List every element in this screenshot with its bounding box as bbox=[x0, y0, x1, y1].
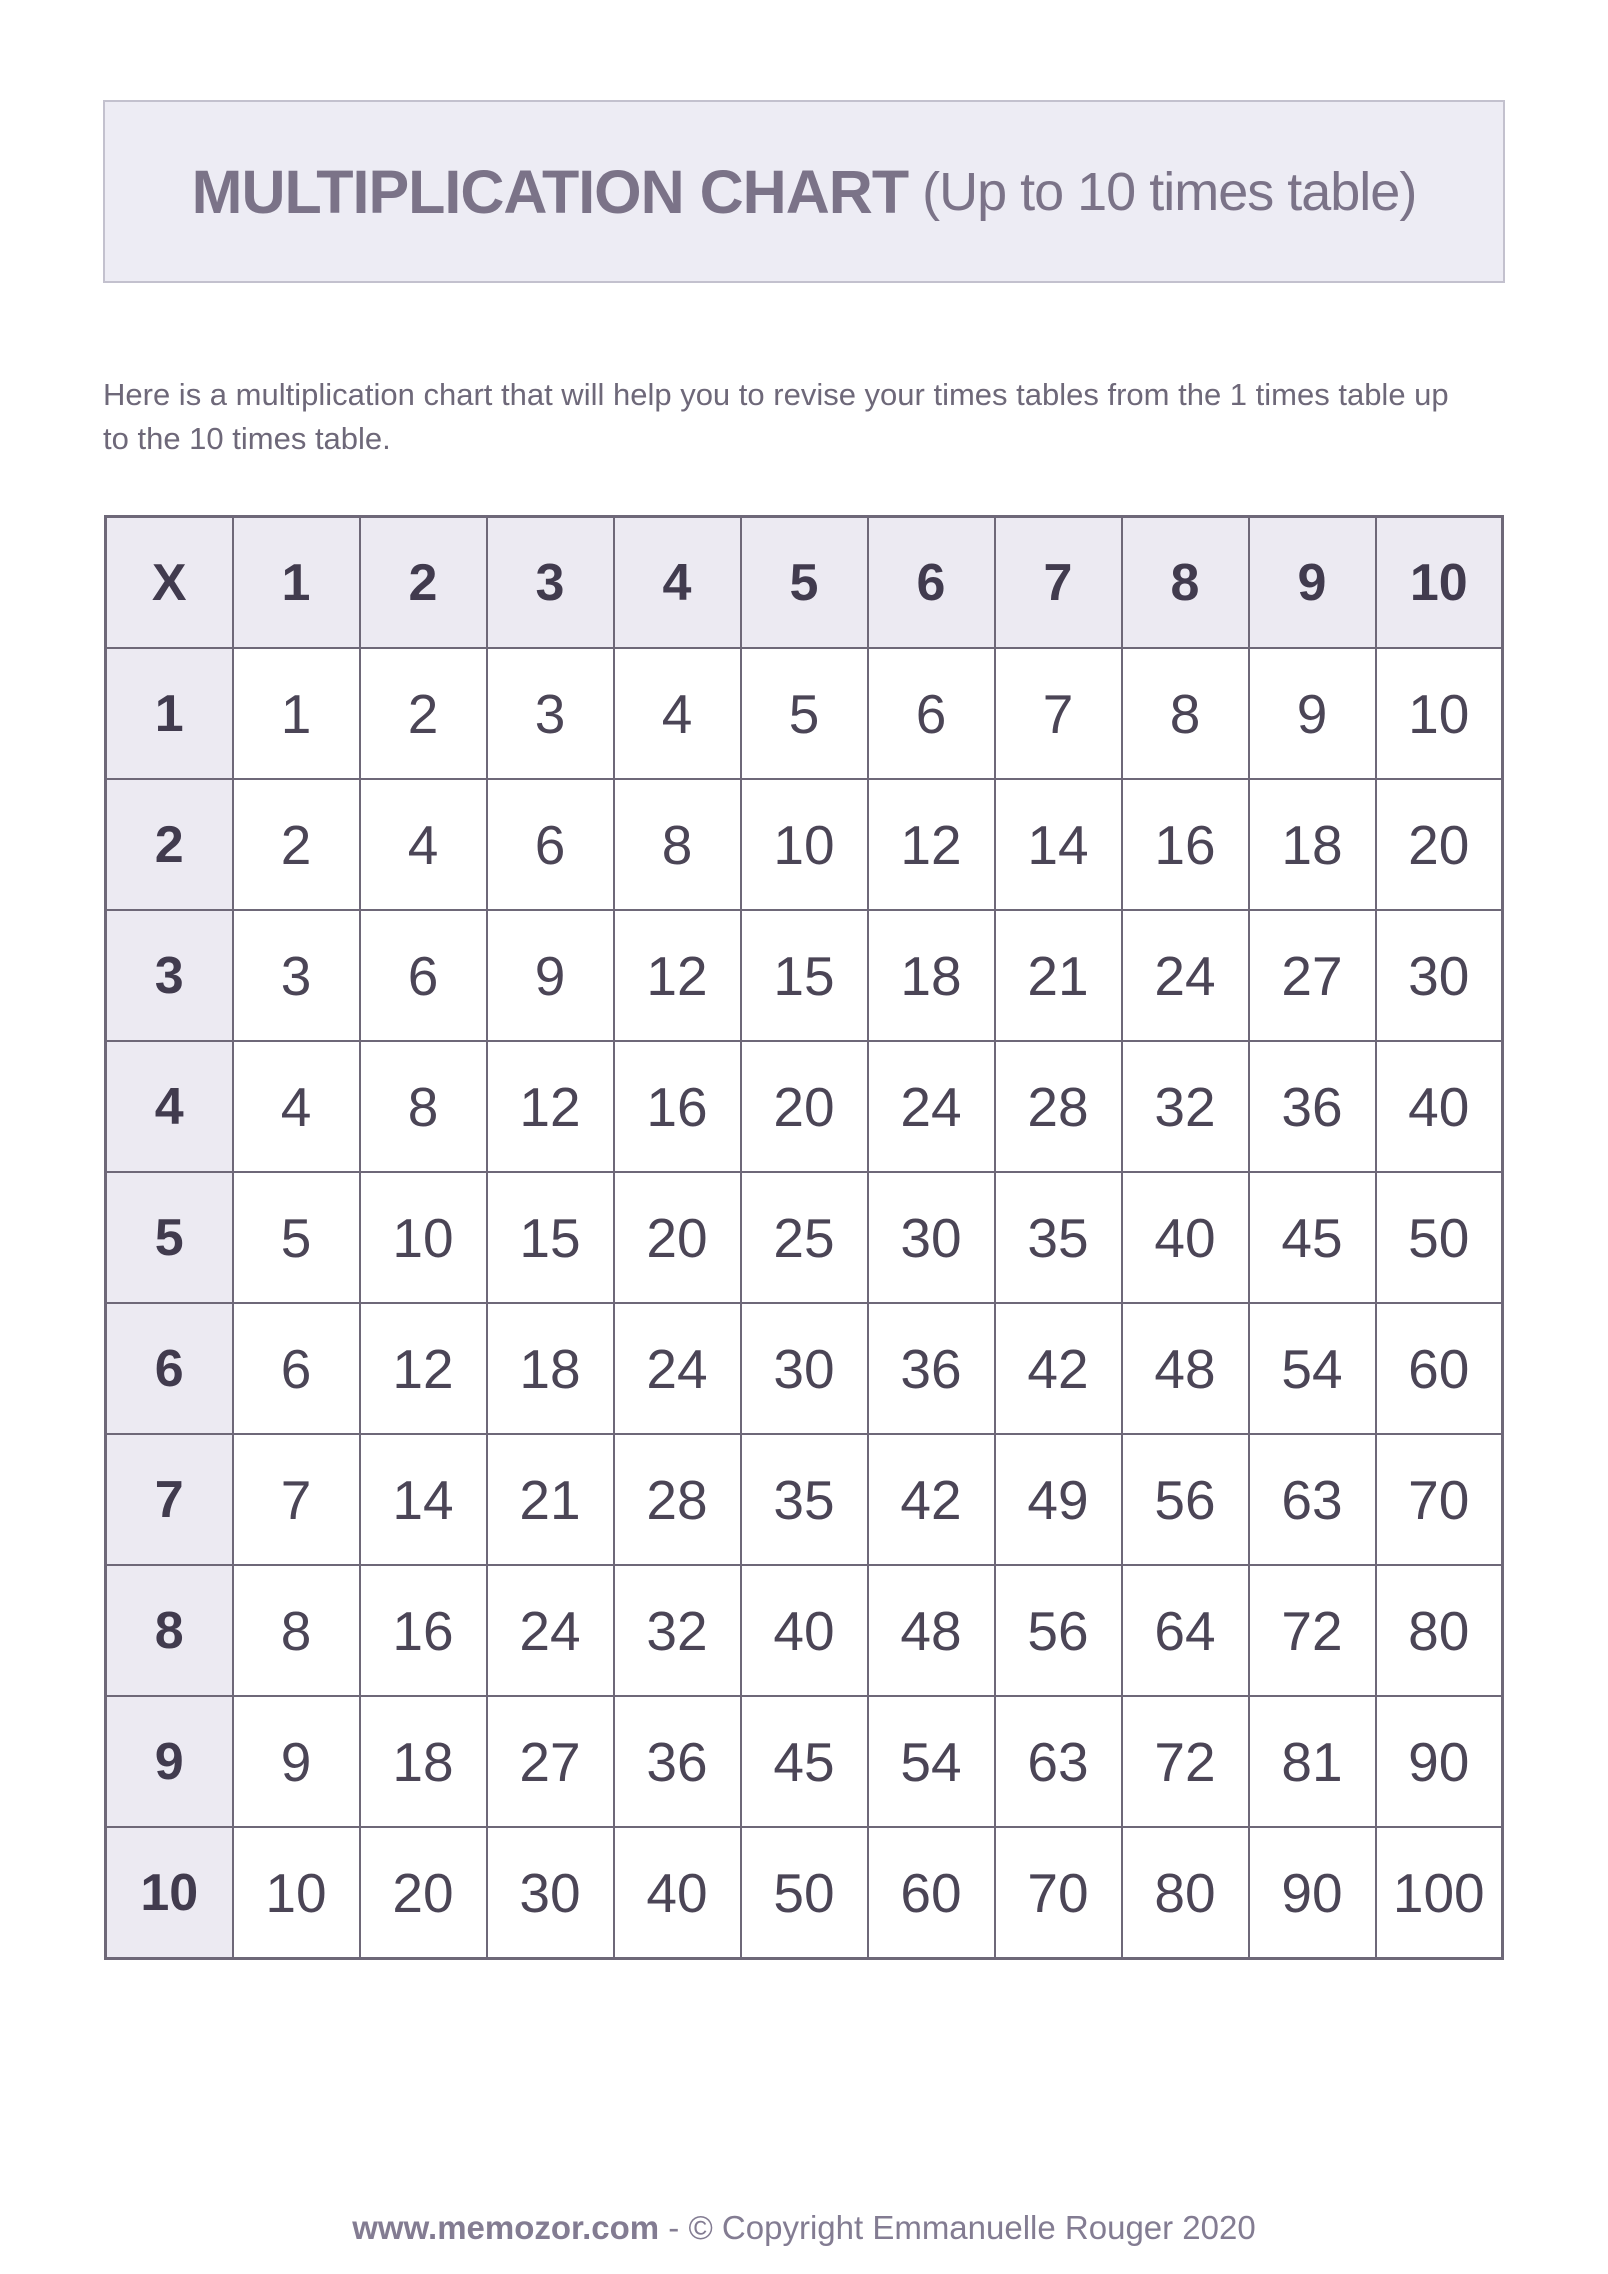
table-cell: 20 bbox=[1376, 779, 1503, 910]
page-title-subtitle: (Up to 10 times table) bbox=[922, 161, 1417, 222]
table-cell: 5 bbox=[741, 648, 868, 779]
table-cell: 24 bbox=[614, 1303, 741, 1434]
table-cell: 45 bbox=[741, 1696, 868, 1827]
row-header-cell: 7 bbox=[106, 1434, 233, 1565]
table-cell: 40 bbox=[614, 1827, 741, 1959]
table-cell: 60 bbox=[868, 1827, 995, 1959]
row-header-cell: 2 bbox=[106, 779, 233, 910]
table-cell: 6 bbox=[233, 1303, 360, 1434]
table-row bbox=[106, 910, 1503, 1041]
table-cell: 32 bbox=[614, 1565, 741, 1696]
table-cell: 36 bbox=[1249, 1041, 1376, 1172]
table-cell: 90 bbox=[1376, 1696, 1503, 1827]
table-cell: 20 bbox=[741, 1041, 868, 1172]
table-row bbox=[106, 1303, 1503, 1434]
table-cell: 18 bbox=[487, 1303, 614, 1434]
table-cell: 10 bbox=[741, 779, 868, 910]
table-row bbox=[106, 779, 1503, 910]
table-cell: 28 bbox=[614, 1434, 741, 1565]
table-cell: 10 bbox=[233, 1827, 360, 1959]
table-cell: 16 bbox=[360, 1565, 487, 1696]
table-cell: 9 bbox=[487, 910, 614, 1041]
table-cell: 72 bbox=[1122, 1696, 1249, 1827]
table-header-row bbox=[106, 517, 1503, 649]
table-cell: 24 bbox=[868, 1041, 995, 1172]
table-cell: 90 bbox=[1249, 1827, 1376, 1959]
table-cell: 4 bbox=[233, 1041, 360, 1172]
column-header-cell: 7 bbox=[995, 517, 1122, 649]
table-cell: 25 bbox=[741, 1172, 868, 1303]
table-cell: 36 bbox=[868, 1303, 995, 1434]
table-cell: 1 bbox=[233, 648, 360, 779]
column-header-cell: 4 bbox=[614, 517, 741, 649]
table-cell: 40 bbox=[1122, 1172, 1249, 1303]
column-header-cell: 5 bbox=[741, 517, 868, 649]
table-cell: 7 bbox=[995, 648, 1122, 779]
table-cell: 27 bbox=[1249, 910, 1376, 1041]
table-cell: 5 bbox=[233, 1172, 360, 1303]
table-cell: 70 bbox=[995, 1827, 1122, 1959]
table-cell: 14 bbox=[995, 779, 1122, 910]
footer-site-name: www.memozor.com bbox=[352, 2209, 660, 2246]
table-cell: 10 bbox=[1376, 648, 1503, 779]
table-cell: 70 bbox=[1376, 1434, 1503, 1565]
table-cell: 16 bbox=[614, 1041, 741, 1172]
row-header-cell: 10 bbox=[106, 1827, 233, 1959]
table-cell: 18 bbox=[1249, 779, 1376, 910]
footer-separator: - bbox=[659, 2209, 689, 2246]
multiplication-table bbox=[104, 515, 1504, 1960]
row-header-cell: 5 bbox=[106, 1172, 233, 1303]
table-cell: 8 bbox=[233, 1565, 360, 1696]
table-cell: 21 bbox=[487, 1434, 614, 1565]
footer bbox=[0, 2209, 1608, 2247]
column-header-cell: 6 bbox=[868, 517, 995, 649]
table-cell: 6 bbox=[868, 648, 995, 779]
table-cell: 54 bbox=[1249, 1303, 1376, 1434]
table-cell: 15 bbox=[487, 1172, 614, 1303]
table-cell: 49 bbox=[995, 1434, 1122, 1565]
table-cell: 100 bbox=[1376, 1827, 1503, 1959]
column-header-cell: 3 bbox=[487, 517, 614, 649]
table-cell: 50 bbox=[741, 1827, 868, 1959]
table-cell: 64 bbox=[1122, 1565, 1249, 1696]
table-cell: 14 bbox=[360, 1434, 487, 1565]
column-header-cell: 10 bbox=[1376, 517, 1503, 649]
table-cell: 21 bbox=[995, 910, 1122, 1041]
table-cell: 16 bbox=[1122, 779, 1249, 910]
table-cell: 48 bbox=[868, 1565, 995, 1696]
table-cell: 72 bbox=[1249, 1565, 1376, 1696]
table-row bbox=[106, 1041, 1503, 1172]
table-cell: 36 bbox=[614, 1696, 741, 1827]
table-row bbox=[106, 1565, 1503, 1696]
table-cell: 3 bbox=[487, 648, 614, 779]
table-cell: 12 bbox=[360, 1303, 487, 1434]
table-corner-cell: X bbox=[106, 517, 233, 649]
table-cell: 8 bbox=[360, 1041, 487, 1172]
table-cell: 35 bbox=[995, 1172, 1122, 1303]
table-cell: 6 bbox=[360, 910, 487, 1041]
table-cell: 54 bbox=[868, 1696, 995, 1827]
table-cell: 4 bbox=[360, 779, 487, 910]
table-cell: 42 bbox=[995, 1303, 1122, 1434]
table-cell: 9 bbox=[233, 1696, 360, 1827]
table-cell: 18 bbox=[868, 910, 995, 1041]
table-cell: 2 bbox=[360, 648, 487, 779]
table-cell: 50 bbox=[1376, 1172, 1503, 1303]
table-cell: 30 bbox=[741, 1303, 868, 1434]
table-cell: 8 bbox=[614, 779, 741, 910]
table-cell: 12 bbox=[487, 1041, 614, 1172]
multiplication-table-body bbox=[106, 517, 1503, 1959]
title-box bbox=[103, 100, 1505, 283]
table-cell: 63 bbox=[995, 1696, 1122, 1827]
row-header-cell: 1 bbox=[106, 648, 233, 779]
table-cell: 48 bbox=[1122, 1303, 1249, 1434]
table-cell: 4 bbox=[614, 648, 741, 779]
table-cell: 40 bbox=[741, 1565, 868, 1696]
column-header-cell: 1 bbox=[233, 517, 360, 649]
table-cell: 2 bbox=[233, 779, 360, 910]
table-cell: 45 bbox=[1249, 1172, 1376, 1303]
row-header-cell: 4 bbox=[106, 1041, 233, 1172]
intro-paragraph: Here is a multiplication chart that will help you to revise your times tables from the 1 times table up to the 10 times table. bbox=[103, 377, 1449, 457]
table-cell: 9 bbox=[1249, 648, 1376, 779]
table-cell: 60 bbox=[1376, 1303, 1503, 1434]
footer-copyright: © Copyright Emmanuelle Rouger 2020 bbox=[688, 2209, 1256, 2246]
table-row bbox=[106, 1172, 1503, 1303]
page-title: MULTIPLICATION CHART bbox=[191, 157, 909, 226]
column-header-cell: 2 bbox=[360, 517, 487, 649]
row-header-cell: 3 bbox=[106, 910, 233, 1041]
table-cell: 15 bbox=[741, 910, 868, 1041]
row-header-cell: 9 bbox=[106, 1696, 233, 1827]
table-cell: 63 bbox=[1249, 1434, 1376, 1565]
table-row bbox=[106, 1827, 1503, 1959]
table-cell: 18 bbox=[360, 1696, 487, 1827]
row-header-cell: 6 bbox=[106, 1303, 233, 1434]
table-cell: 30 bbox=[868, 1172, 995, 1303]
table-cell: 12 bbox=[614, 910, 741, 1041]
table-cell: 27 bbox=[487, 1696, 614, 1827]
table-cell: 28 bbox=[995, 1041, 1122, 1172]
table-cell: 30 bbox=[1376, 910, 1503, 1041]
table-cell: 10 bbox=[360, 1172, 487, 1303]
table-cell: 40 bbox=[1376, 1041, 1503, 1172]
table-cell: 24 bbox=[1122, 910, 1249, 1041]
table-cell: 6 bbox=[487, 779, 614, 910]
table-cell: 32 bbox=[1122, 1041, 1249, 1172]
row-header-cell: 8 bbox=[106, 1565, 233, 1696]
table-cell: 80 bbox=[1376, 1565, 1503, 1696]
table-cell: 42 bbox=[868, 1434, 995, 1565]
table-cell: 12 bbox=[868, 779, 995, 910]
table-cell: 56 bbox=[995, 1565, 1122, 1696]
table-cell: 20 bbox=[360, 1827, 487, 1959]
table-cell: 35 bbox=[741, 1434, 868, 1565]
table-cell: 7 bbox=[233, 1434, 360, 1565]
table-cell: 20 bbox=[614, 1172, 741, 1303]
table-cell: 8 bbox=[1122, 648, 1249, 779]
table-row bbox=[106, 1434, 1503, 1565]
table-cell: 56 bbox=[1122, 1434, 1249, 1565]
column-header-cell: 9 bbox=[1249, 517, 1376, 649]
table-cell: 24 bbox=[487, 1565, 614, 1696]
table-row bbox=[106, 648, 1503, 779]
column-header-cell: 8 bbox=[1122, 517, 1249, 649]
table-cell: 3 bbox=[233, 910, 360, 1041]
table-cell: 81 bbox=[1249, 1696, 1376, 1827]
table-cell: 80 bbox=[1122, 1827, 1249, 1959]
table-cell: 30 bbox=[487, 1827, 614, 1959]
table-row bbox=[106, 1696, 1503, 1827]
